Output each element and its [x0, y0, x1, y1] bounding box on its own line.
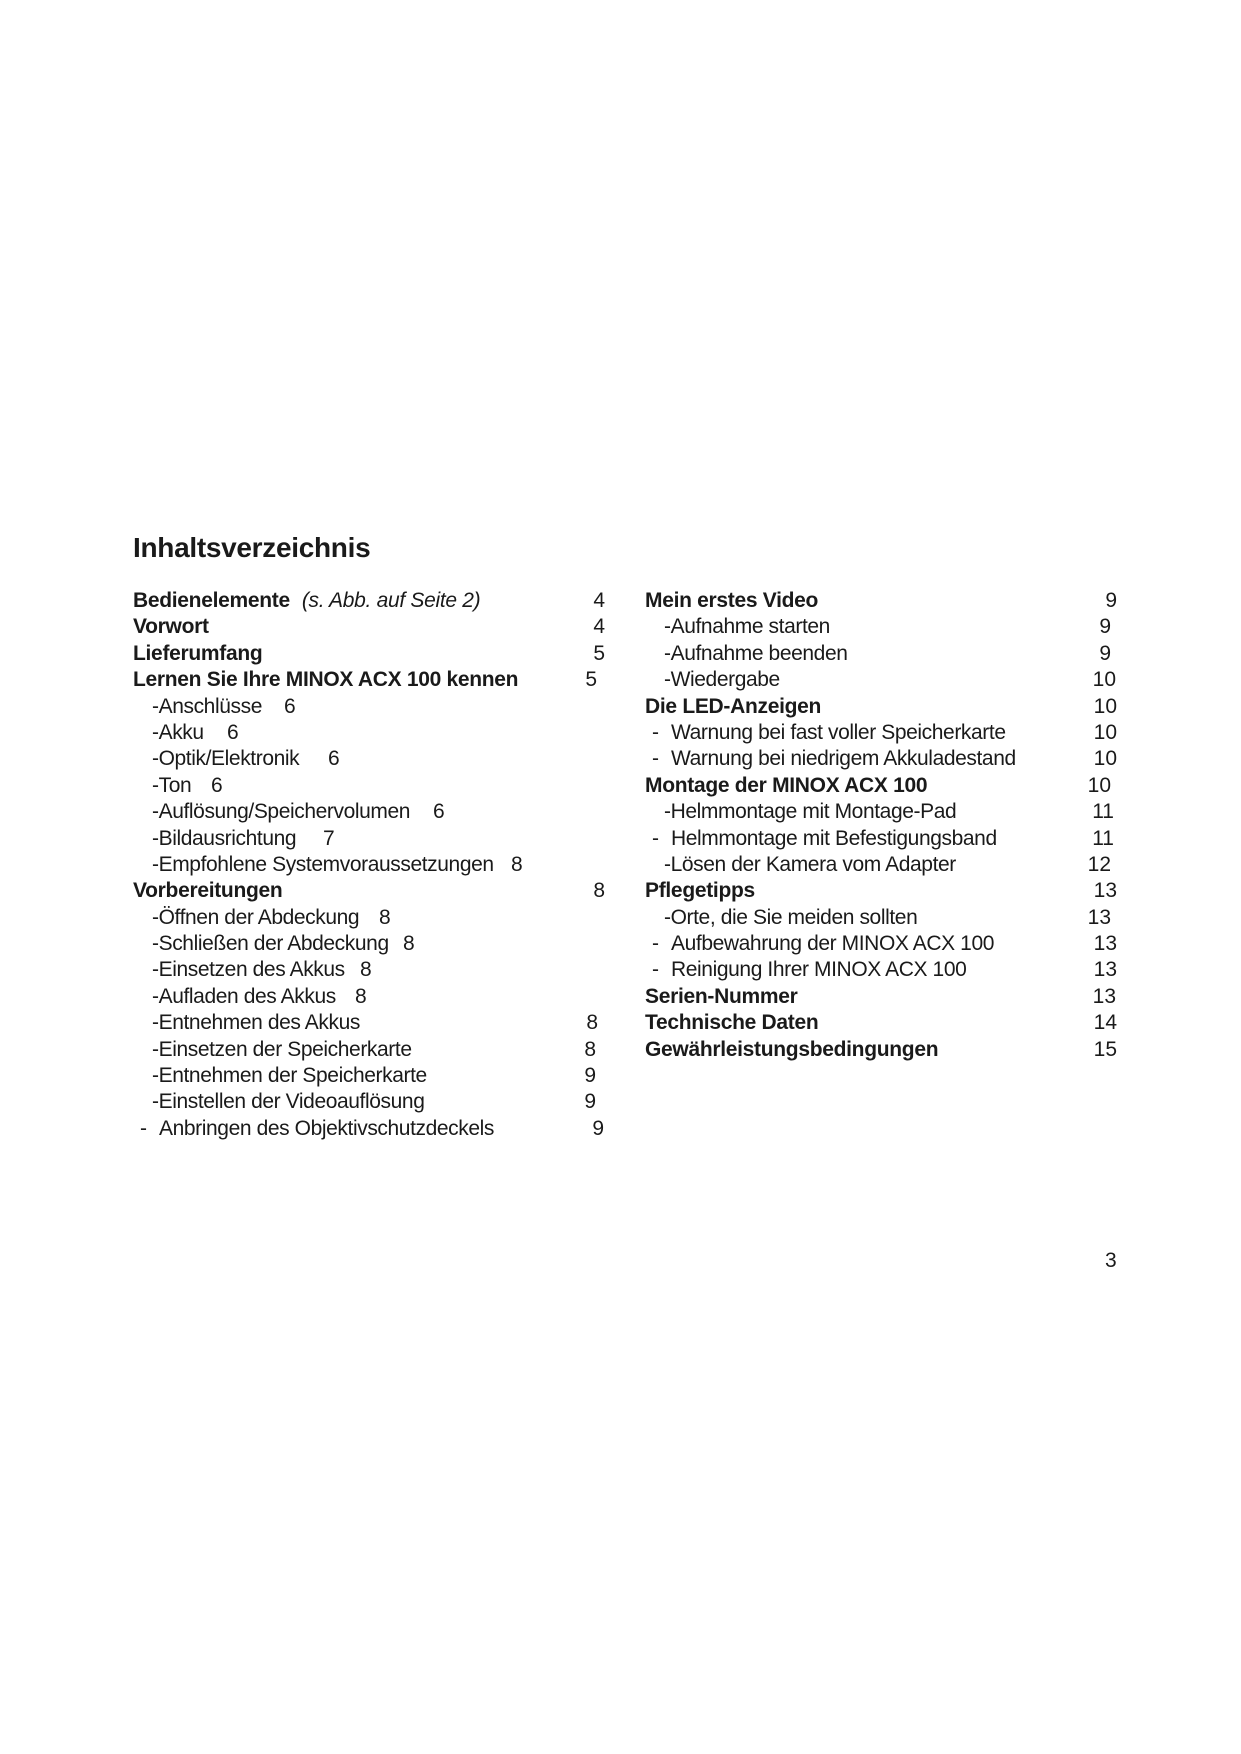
toc-entry-page: 8 — [586, 1011, 598, 1035]
toc-entry — [645, 1010, 1117, 1036]
toc-entry-title: Helmmontage mit Befestigungsband — [671, 826, 997, 850]
toc-entry-page: 12 — [1087, 852, 1111, 876]
toc-entry-title: Bedienelemente — [133, 589, 290, 612]
toc-entry-page: 8 — [403, 932, 415, 956]
toc-entry-page: 6 — [211, 773, 223, 797]
toc-entry-title: Warnung bei fast voller Speicherkarte — [671, 720, 1006, 744]
toc-entry-page: 6 — [284, 694, 296, 718]
toc-entry-page: 9 — [584, 1064, 596, 1088]
toc-subentry — [645, 826, 1117, 852]
toc-entry-page: 8 — [584, 1037, 596, 1061]
toc-entry-title: -Bildausrichtung — [152, 826, 297, 850]
toc-entry — [645, 984, 1117, 1010]
toc-subentry — [133, 957, 605, 983]
toc-entry-page: 10 — [1093, 694, 1117, 718]
toc-entry-title: Vorwort — [133, 615, 209, 639]
toc-entry-page: 8 — [360, 958, 372, 982]
toc-subentry — [645, 905, 1117, 931]
toc-entry-dash: - — [652, 826, 659, 850]
toc-entry-dash: - — [652, 747, 659, 771]
toc-subentry — [645, 614, 1117, 640]
toc-entry-title: Vorbereitungen — [133, 879, 283, 903]
toc-entry-dash: - — [652, 932, 659, 956]
toc-entry-page: 6 — [227, 720, 239, 744]
toc-left-column — [133, 588, 605, 1142]
toc-entry-title: Technische Daten — [645, 1011, 819, 1035]
toc-entry-title: -Optik/Elektronik — [152, 747, 300, 771]
toc-subentry — [133, 1063, 605, 1089]
toc-entry-page: 9 — [1099, 615, 1111, 639]
toc-subentry — [133, 984, 605, 1010]
toc-entry-title: -Einsetzen des Akkus — [152, 958, 345, 982]
toc-entry-page: 15 — [1093, 1037, 1117, 1061]
toc-entry-page: 5 — [593, 641, 605, 665]
toc-entry-title: -Einsetzen der Speicherkarte — [152, 1037, 412, 1061]
toc-entry-page: 10 — [1087, 773, 1111, 797]
toc-entry-title: -Akku — [152, 720, 204, 744]
toc-entry-title: -Schließen der Abdeckung — [152, 932, 389, 956]
toc-subentry — [133, 799, 605, 825]
toc-subentry — [645, 720, 1117, 746]
toc-entry — [133, 588, 605, 614]
toc-entry-title: Serien-Nummer — [645, 984, 798, 1008]
toc-entry-title: -Ton — [152, 773, 192, 797]
toc-subentry — [133, 1089, 605, 1115]
toc-entry-title: Die LED-Anzeigen — [645, 694, 822, 718]
page-title: Inhaltsverzeichnis — [133, 532, 371, 563]
toc-subentry — [645, 799, 1117, 825]
toc-entry — [645, 1037, 1117, 1063]
toc-entry-page: 8 — [511, 852, 523, 876]
toc-subentry — [133, 773, 605, 799]
toc-entry — [645, 694, 1117, 720]
toc-entry-dash: - — [140, 1116, 147, 1140]
toc-subentry — [133, 746, 605, 772]
toc-entry-page: 13 — [1093, 932, 1117, 956]
toc-entry-page: 9 — [1099, 641, 1111, 665]
toc-entry-title: -Orte, die Sie meiden sollten — [664, 905, 918, 929]
toc-entry-page: 10 — [1093, 720, 1117, 744]
toc-entry-title: -Wiedergabe — [664, 668, 780, 692]
toc-entry-title: -Einstellen der Videoauflösung — [152, 1090, 425, 1114]
toc-entry — [645, 773, 1117, 799]
toc-entry-page: 13 — [1093, 879, 1117, 903]
toc-entry-title: -Anschlüsse — [152, 694, 262, 718]
toc-entry-title: Montage der MINOX ACX 100 — [645, 773, 928, 797]
toc-entry-title: -Aufnahme beenden — [664, 641, 848, 665]
toc-entry-title: -Entnehmen der Speicherkarte — [152, 1064, 427, 1088]
toc-entry-page: 5 — [585, 668, 597, 692]
toc-entry — [133, 667, 605, 693]
toc-entry-page: 13 — [1093, 958, 1117, 982]
toc-entry-page: 11 — [1092, 800, 1114, 824]
toc-entry-title: Mein erstes Video — [645, 589, 819, 612]
toc-entry-title: Pflegetipps — [645, 879, 755, 903]
toc-entry — [133, 641, 605, 667]
toc-entry — [133, 878, 605, 904]
toc-entry-page: 8 — [355, 984, 367, 1008]
toc-entry-page: 6 — [433, 800, 445, 824]
toc-entry-title: -Auflösung/Speichervolumen — [152, 800, 411, 824]
toc-entry-page: 13 — [1092, 984, 1116, 1008]
toc-entry — [133, 614, 605, 640]
toc-subentry — [133, 1010, 605, 1036]
toc-entry-title: -Empfohlene Systemvoraussetzungen — [152, 852, 494, 876]
toc-subentry — [133, 1116, 605, 1142]
toc-entry-page: 9 — [1105, 589, 1117, 612]
toc-right-column — [645, 588, 1117, 1063]
toc-entry-page: 10 — [1093, 747, 1117, 771]
toc-subentry — [133, 694, 605, 720]
toc-entry-note: (s. Abb. auf Seite 2) — [301, 589, 481, 612]
toc-entry-title: -Aufnahme starten — [664, 615, 830, 639]
toc-entry-dash: - — [652, 958, 659, 982]
toc-entry-title: Lernen Sie Ihre MINOX ACX 100 kennen — [133, 668, 519, 692]
toc-entry-title: Gewährleistungsbedingungen — [645, 1037, 939, 1061]
toc-entry-title: -Helmmontage mit Montage-Pad — [664, 800, 957, 824]
toc-entry-page: 11 — [1092, 826, 1114, 850]
toc-entry-page: 13 — [1087, 905, 1111, 929]
toc-entry-page: 4 — [593, 589, 605, 612]
toc-subentry — [133, 720, 605, 746]
toc-entry-page: 4 — [593, 615, 605, 639]
toc-subentry — [645, 641, 1117, 667]
toc-entry-title: -Öffnen der Abdeckung — [152, 905, 360, 929]
toc-entry-title: -Lösen der Kamera vom Adapter — [664, 852, 956, 876]
toc-entry-title: Lieferumfang — [133, 641, 263, 665]
toc-subentry — [133, 905, 605, 931]
toc-subentry — [133, 852, 605, 878]
toc-entry-title: -Entnehmen des Akkus — [152, 1011, 360, 1035]
toc-entry-title: Warnung bei niedrigem Akkuladestand — [671, 747, 1016, 771]
toc-subentry — [645, 667, 1117, 693]
toc-subentry — [133, 826, 605, 852]
toc-entry — [645, 588, 1117, 614]
toc-entry-page: 6 — [328, 747, 340, 771]
toc-entry-title: Aufbewahrung der MINOX ACX 100 — [671, 932, 995, 956]
toc-entry-title: Reinigung Ihrer MINOX ACX 100 — [671, 958, 967, 982]
toc-subentry — [645, 852, 1117, 878]
toc-entry-page: 9 — [592, 1116, 604, 1140]
toc-entry-page: 9 — [584, 1090, 596, 1114]
toc-entry — [645, 878, 1117, 904]
toc-entry-page: 14 — [1093, 1011, 1117, 1035]
toc-subentry — [133, 931, 605, 957]
toc-entry-title: Anbringen des Objektivschutzdeckels — [159, 1116, 495, 1140]
toc-subentry — [645, 931, 1117, 957]
toc-entry-page: 8 — [593, 879, 605, 903]
toc-entry-title: -Aufladen des Akkus — [152, 984, 336, 1008]
toc-entry-dash: - — [652, 720, 659, 744]
toc-entry-page: 7 — [323, 826, 335, 850]
page-number: 3 — [1105, 1249, 1117, 1272]
toc-entry-page: 8 — [379, 905, 391, 929]
toc-subentry — [133, 1037, 605, 1063]
toc-subentry — [645, 746, 1117, 772]
toc-entry-page: 10 — [1092, 668, 1116, 692]
toc-subentry — [645, 957, 1117, 983]
